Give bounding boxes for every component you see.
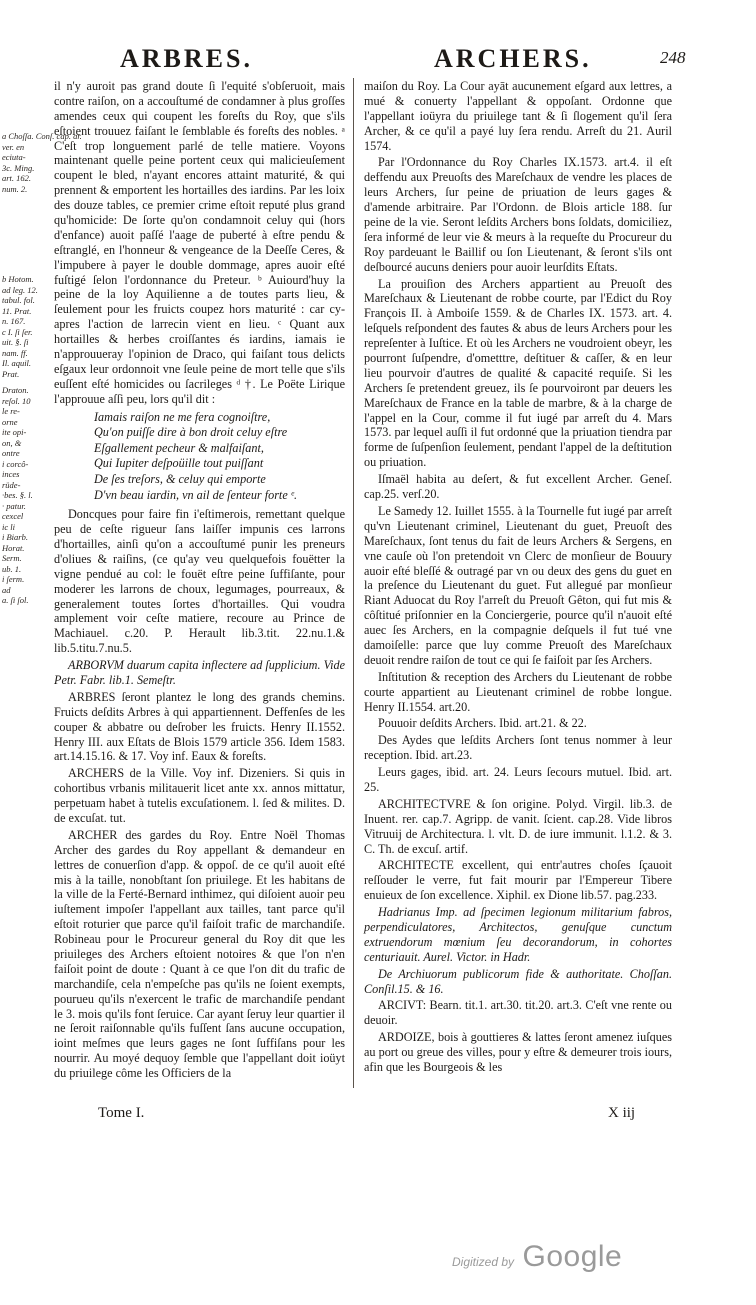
margin-note: on, & [2,437,22,448]
right-column [364,79,672,1077]
margin-note: ic li [2,521,15,532]
paragraph: Pouuoir deſdits Archers. Ibid. art.21. & 22. [378,716,587,731]
page-number: 248 [660,48,686,67]
paragraph: Doncques pour faire fin i'eſtimerois, remettant quelque peu de ceſte rigueur ſans laiſſer impunis ces larrons d'hortailles, ainſi qu'on a accouſtumé punir les preneurs d'oliues & raiſins, (ce qu'ay veu quelquefois fouëtter la vigne pendué au col: le fouët eſtre peine ſuffiſante, pour moderer les larrons de choux, legumages, pourreaux, & generalement toutes ſortes d'hortailles. Qui voudra amplement voir ceſte matiere, recoure au Prince de Machiauel. c.20. P. Herault lib.3.tit. 22.nu.1.& lib.5.titu.7.nu.5. [54,507,345,656]
verse-line: Qui Iupiter deſpoüille tout puiſſant [94,456,264,471]
margin-note: num. 2. [2,183,28,194]
margin-note: ite opi- [2,427,27,437]
paragraph: ARBRES ſeront plantez le long des grands chemins. Fruicts deſdits Arbres à qui appartiennent. Deffenſes de les couper & abbatre ou deſrober les fruicts. Henry II.1552. Henry III. aux Eſtats de Blois 1579 article 356. Idem 1583. art.14.15.16. & 17. Voy inf. Eaux & foreſts. [54,689,345,764]
margin-note: Draton. [2,385,29,395]
margin-note: i ſerm. [2,574,25,584]
paragraph: La prouiſion des Archers appartient au Preuoſt des Mareſchaux & Lieutenant de robbe courte, par l'Edict du Roy François II. à Amboiſe 1559. & de Charles IX. 1573. art. 4. leſquels reſpondent des fautes & abus de leurs Archers pour les repreſenter à Iuſtice. Et où les Archers ne voudroient obeyr, les pourront ſuſpendre, d'ometttre, deſtituer & caſſer, & en leur lieu pourvoir d'autres de qualité & capacité requiſe. Si les Archers ſe pretendent greuez, ils ſe pourvoiront par deuers les Mareſchaux de France en la table de marbre, & à la charge de l'appel en la Cour, comme il fut iugé par arreſt du 4. Mars 1573. par lequel auſſi il fut ordonné que la priuation tiendra par forme de ſuſpenſion ſeulement, pendant l'appel de la deſtitution ou priuation. [364,276,672,470]
paragraph: Des Aydes que leſdits Archers ſont tenus nommer à leur reception. Ibid. art.23. [364,733,672,763]
volume-label: Tome I. [98,1105,145,1121]
margin-note: Il. aquil. [2,358,32,368]
margin-note: n. 167. [2,316,26,326]
margin-note: ontre [2,448,20,458]
margin-note: ub. 1. [2,563,22,574]
margin-note: a. ſi ſol. [2,595,29,605]
paragraph: Iſmaël habita au deſert, & fut excellent Archer. Geneſ. cap.25. verſ.20. [364,472,672,502]
digitization-watermark [452,1240,622,1274]
margin-note: le re- [2,406,20,416]
margin-note: ad leg. 12. [2,284,38,295]
paragraph: Par l'Ordonnance du Roy Charles IX.1573. art.4. il eſt deffendu aux Preuoſts des Mareſchaux de vendre les places de leurs Archers, ſur peine de priuation de leurs gages & d'amende arbitraire. Par l'Ordonn. de Blois article 188. ſur peine de la vie. Seront leſdits Archers bons ſoldats, domiciliez, ſera informé de leur vie & meurs à la requeſte du Procureur du Roy pardeuant le Baillif ou ſon Lieutenant, & ſeront s'ils ont deſbourcé aucuns deniers pour auoir leurſdits Eſtats. [364,155,672,274]
paragraph: ARDOIZE, bois à gouttieres & lattes ſeront amenez iuſques au port ou greue des villes, pour y eſtre & demeurer trois iours, afin que les Bourgeois & les [364,1030,672,1074]
margin-note: i Biarb. [2,532,28,542]
margin-note: b Hotom. [2,274,34,284]
paragraph: Hadrianus Imp. ad ſpecimen legionum militarium fabros, perpendiculatores, Architectos, genuſque cunctum extruendorum mœnium ſeu decorandorum, in cohortes centuriauit. Aurel. Victor. in Hadr. [364,905,672,964]
margin-note: c I. ſi ſer. [2,326,33,337]
paragraph: ARCHITECTVRE & ſon origine. Polyd. Virgil. lib.3. de Inuent. rer. cap.7. Agripp. de vanit. ſcient. cap.28. Vide libros Vitruuij de Architectura. l. vlt. D. de iure immunit. l.1.2. & 3. C. Th. de excuſ. artif. [364,796,672,856]
verse-line: Iamais raiſon ne me fera cognoiſtre, [94,409,271,424]
margin-note: ad [2,584,11,595]
verse-line: Qu'on puiſſe dire à bon droit celuy eſtre [94,425,288,440]
paragraph: Leurs gages, ibid. art. 24. Leurs ſecours mutuel. Ibid. art. 25. [364,765,672,794]
margin-note: orne [2,416,18,427]
margin-note: art. 162. [2,173,32,183]
signature-mark: X iij [608,1105,636,1121]
left-column [54,79,345,1083]
margin-note: a Choſſa. Conſ. cap. ar. [2,131,82,141]
margin-note: Prat. [2,368,20,379]
margin-note: i corcô- [2,458,29,469]
column-divider [353,78,354,1088]
margin-note: rüde- [2,479,21,490]
margin-note: tabul. fol. [2,295,35,305]
paragraph: ARBORVM duarum capita inflectere ad ſupplicium. Vide Petr. Fabr. lib.1. Semeſtr. [54,658,345,687]
paragraph: ARCIVT: Bearn. tit.1. art.30. tit.20. art.3. C'eſt vne rente ou deuoir. [364,998,672,1028]
paragraph: ARCHER des gardes du Roy. Entre Noël Thomas Archer des gardes du Roy appellant & demandeur en lettres de conuerſion d'app. & oppoſ. de ce qu'il auoit eſté mis à la taille, nonobſtant ſon priuilege. Et les habitans de la ville de la Ferté-Bernard inthimez, qui diſoient auoir peu iuſtement impoſer l'appellant aux tailles, tant parce qu'il eſtoit roturier que parce qu'il faiſoit trafic de marchandiſe. Robineau pour le Procureur general du Roy dit que les priuileges des Archers eſtoient notoires & que l'on n'en faiſoit point de doute : Quant à ce que l'on dit du trafic de marchandiſe, cela n'empeſche pas qu'ils ne ſoient exempts, pourueu qu'ils n'exercent le trafic de marchandiſe pendant le 3. mois qu'ils font ſeruice. Car ayant ſeruy leur quartier il ne ſeroit raiſonnable qu'ils fuſſent ſans aucune occupation, ioint meſmes que leurs gages ne ſont ſuffiſans pour les nourrir. Au moyé dequoy ſemble que l'appellant doit ioüyt du priuilege côme les Officiers de la [54,827,345,1081]
margin-note: ver. en [2,141,25,152]
margin-note: Horat. [2,542,25,553]
margin-note: reſol. 10 [2,395,31,406]
running-header-right: ARCHERS. [434,44,592,73]
margin-note: inces [2,469,20,479]
margin-note: ·bes. §. l. [2,490,33,500]
margin-note: 3c. Ming. [2,162,35,173]
paragraph: Le Samedy 12. Iuillet 1555. à la Tournelle fut iugé par arreſt qu'vn Lieutenant criminel, Lieutenant du guet, Preuoſt des Mareſchaux, ſont tenus du fait de leurs Archers & Sergens, en vne cauſe où l'on pretendoit vn Clerc de monſieur de Bouury auoir eſté bleſſé & outragé par vn ou deux des gens du guet en la preſence du Lieutenant du guet. Fut allegué par monſieur Riant Aduocat du Roy l'arreſt du Preuoſt Gêton, qui fut mis & côſtitué priſonnier en la Conciergerie, pource qu'il n'auoit eſté auec ſes Archers, en la compagnie deſquels il fut tué vne damoiſelle: parce que luy comme Preuoſt des Mareſchaux deuoit rendre raiſon de tout ce qui ſe faiſoit par ſes Archers. [364,503,672,667]
verse-quotation [94,410,345,504]
paragraph: ARCHITECTE excellent, qui entr'autres choſes ſçauoit reſſouder le verre, fut fait mourir par l'Empereur Tibere enuieux de ſon excellence. Xiphil. ex Dione lib.57. pag.233. [364,858,672,903]
paragraph: maiſon du Roy. La Cour ayāt aucunement eſgard aux lettres, a mué & conuerty l'appellant & oppoſant. Ordonne que l'appellant ioüyra du priuilege tant & ſi ſlogement qu'il ſera Archer, & ce qu'il a payé luy ſera rendu. Arreſt du 21. Auril 1574. [364,79,672,153]
verse-line: De ſes treſors, & celuy qui emporte [94,471,266,486]
margin-note: eciuta- [2,152,26,162]
verse-line: Eſgallement pecheur & malfaiſant, [94,440,264,455]
margin-note: Serm. [2,553,22,563]
paragraph: ARCHERS de la Ville. Voy inf. Dizeniers. Si quis in cohortibus vrbanis militauerit licet ante xx. annos mittatur, perpetuam habet à tutelis excuſationem. l. ſed & milites. D. de excuſat. tut. [54,766,345,825]
margin-note: · patur. [2,500,26,511]
margin-note: 11. Prat. [2,305,32,316]
paragraph: il n'y auroit pas grand doute ſi l'equité s'obſeruoit, mais contre raiſon, on a accouſtumé de condamner à plus groſſes amendes ceux qui coupent les foreſts du Roy, que s'ils eſtoient trouuez faiſant le ſemblable és foreſts des nobles. ᵃ C'eſt trop longuement parlé de telle matiere. Voyons maintenant quelle peine portent ceux qui malicieuſement coupent le bled, n'ayant encores attaint maturité, & qui prennent & emportent les hortailles des iardins. Par les loix des douze tables, ce premier crime eſtoit reputé plus grand qu'homicide: De ſorte qu'on condamnoit celuy qui (hors d'enfance) auoit paſſé l'aage de puberté à eſtre pendu & eſtranglé, en l'honneur & vengeance de la Deeſſe Ceres, & l'impubere à payer le double dommage, apres auoir eſté fuſtigé ſelon l'ordonnance du Preteur. ᵇ Auiourd'huy la peine de la loy Aquilienne a de toutes parts lieu, & ſeulement pour les fruicts coupez hors maturité : car cy-apres l'action de larrecin vient en lieu. ᶜ Quant aux hortailles & herbes croiſſantes és iardins, iamais ie n'approuueray l'opinion de Draco, qui faiſant tous delicts eſgaux leur ordonnoit vne ſeule peine de mort telle que s'ils euſſent eſté homicides ou ſacrileges ᵈ †. Le Poëte Lirique l'approuue aſſi peu, lors qu'il dit : [54,79,345,406]
paragraph: Inſtitution & reception des Archers du Lieutenant de robbe courte appartient au Lieutenant criminel de robbe longue. Henry II.1554. art.20. [364,669,672,714]
verse-line: D'vn beau iardin, vn ail de ſenteur forte ᵉ. [94,487,298,502]
google-logo: Google [522,1240,623,1273]
watermark-prefix: Digitized by [452,1255,515,1269]
margin-notes [2,131,82,606]
margin-note: cexcel [2,511,24,521]
running-header-left: ARBRES. [120,44,253,73]
margin-note: nam. ff. [2,347,28,358]
paragraph: De Archiuorum publicorum fide & authoritate. Choſſan. Conſil.15. & 16. [364,966,672,996]
margin-note: uit. §. ſi [2,337,29,347]
